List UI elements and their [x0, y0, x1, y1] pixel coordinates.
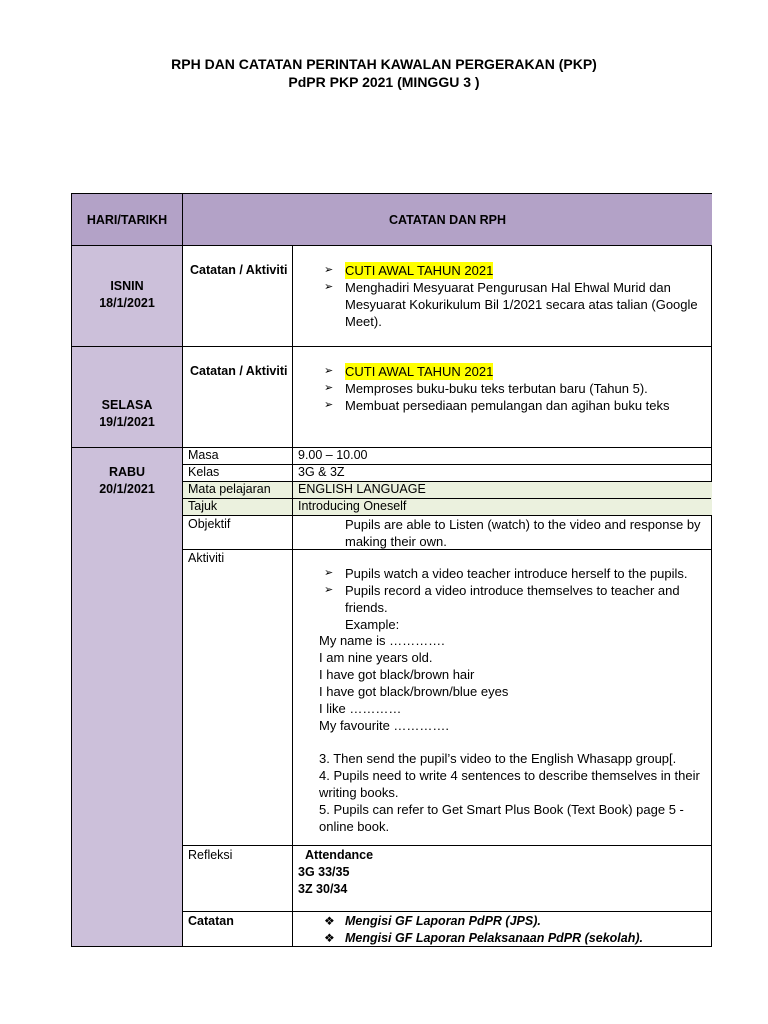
arrow-bullet-icon: ➢	[324, 584, 334, 596]
aktiviti-line: online book.	[319, 819, 390, 834]
aktiviti-line: 5. Pupils can refer to Get Smart Plus Book (Text Book) page 5 -	[319, 802, 684, 817]
isnin-item-cuti: CUTI AWAL TAHUN 2021	[345, 263, 494, 278]
catatan-item-1: Mengisi GF Laporan PdPR (JPS).	[345, 914, 541, 928]
selasa-item-3: Membuat persediaan pemulangan dan agihan buku teks	[345, 398, 670, 413]
rabu-date: 20/1/2021	[99, 482, 155, 496]
aktiviti-line: I like …………	[319, 701, 402, 716]
aktiviti-line: 4. Pupils need to write 4 sentences to describe themselves in their	[319, 768, 700, 783]
objektif-label: Objektif	[188, 517, 231, 531]
rabu-day-label: RABU	[108, 465, 146, 479]
selasa-item-2: Memproses buku-buku teks terbutan baru (Tahun 5).	[345, 381, 648, 396]
selasa-day-label: SELASA	[101, 398, 153, 412]
arrow-bullet-icon: ➢	[324, 281, 334, 293]
arrow-bullet-icon: ➢	[324, 399, 334, 411]
catatan-label: Catatan	[188, 914, 234, 928]
aktiviti-line: I have got black/brown hair	[319, 667, 475, 682]
arrow-bullet-icon: ➢	[324, 264, 334, 276]
isnin-item-2-line3: Meet).	[345, 314, 382, 329]
isnin-day-label: ISNIN	[110, 279, 144, 293]
aktiviti-line: Pupils record a video introduce themselves to teacher and	[345, 583, 680, 598]
column-header-day: HARI/TARIKH	[86, 213, 168, 227]
aktiviti-line: friends.	[345, 600, 388, 615]
attendance-3g: 3G 33/35	[298, 865, 350, 879]
isnin-date: 18/1/2021	[99, 296, 155, 310]
selasa-catatan-label: Catatan / Aktiviti	[190, 364, 288, 378]
document-title: RPH DAN CATATAN PERINTAH KAWALAN PERGERAKAN (PKP)	[171, 56, 597, 72]
arrow-bullet-icon: ➢	[324, 567, 334, 579]
isnin-catatan-label: Catatan / Aktiviti	[190, 263, 288, 277]
selasa-date: 19/1/2021	[99, 415, 155, 429]
arrow-bullet-icon: ➢	[324, 382, 334, 394]
diamond-bullet-icon: ❖	[324, 914, 335, 928]
rph-table	[71, 193, 712, 947]
mata-pelajaran-label: Mata pelajaran	[188, 482, 271, 496]
attendance-3z: 3Z 30/34	[298, 882, 348, 896]
document-subtitle: PdPR PKP 2021 (MINGGU 3 )	[288, 74, 480, 90]
aktiviti-line: Pupils watch a video teacher introduce herself to the pupils.	[345, 566, 688, 581]
aktiviti-line: Example:	[345, 617, 400, 632]
masa-value: 9.00 – 10.00	[298, 448, 368, 462]
selasa-item-cuti: CUTI AWAL TAHUN 2021	[345, 364, 494, 379]
isnin-item-2-line1: Menghadiri Mesyuarat Pengurusan Hal Ehwal Murid dan	[345, 280, 671, 295]
attendance-title: Attendance	[305, 848, 374, 862]
aktiviti-line: 3. Then send the pupil’s video to the English Whasapp group[.	[319, 751, 677, 766]
mata-pelajaran-value: ENGLISH LANGUAGE	[298, 482, 426, 496]
aktiviti-line: My name is ………….	[319, 633, 445, 648]
objektif-line2: making their own.	[345, 534, 447, 549]
tajuk-label: Tajuk	[188, 499, 218, 513]
diamond-bullet-icon: ❖	[324, 931, 335, 945]
aktiviti-line: writing books.	[319, 785, 399, 800]
aktiviti-line: My favourite ………….	[319, 718, 450, 733]
kelas-label: Kelas	[188, 465, 220, 479]
refleksi-label: Refleksi	[188, 848, 233, 862]
kelas-value: 3G & 3Z	[298, 465, 345, 479]
aktiviti-line: I am nine years old.	[319, 650, 433, 665]
catatan-item-2: Mengisi GF Laporan Pelaksanaan PdPR (sekolah).	[345, 931, 643, 945]
masa-label: Masa	[188, 448, 219, 462]
arrow-bullet-icon: ➢	[324, 365, 334, 377]
aktiviti-line: I have got black/brown/blue eyes	[319, 684, 509, 699]
aktiviti-label: Aktiviti	[188, 551, 225, 565]
column-header-notes: CATATAN DAN RPH	[388, 213, 507, 227]
rabu-day-cell	[72, 448, 182, 946]
objektif-line1: Pupils are able to Listen (watch) to the video and response by	[345, 517, 701, 532]
tajuk-value: Introducing Oneself	[298, 499, 407, 513]
isnin-item-2-line2: Mesyuarat Kokurikulum Bil 1/2021 secara atas talian (Google	[345, 297, 698, 312]
